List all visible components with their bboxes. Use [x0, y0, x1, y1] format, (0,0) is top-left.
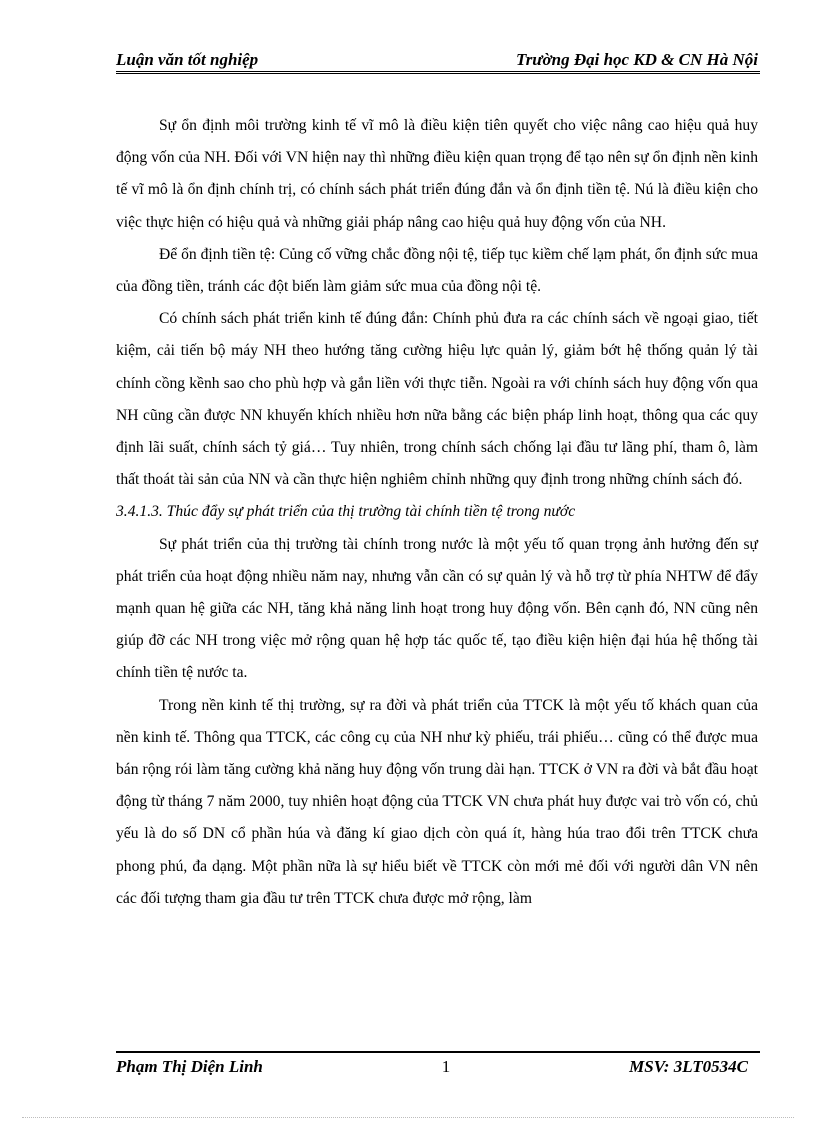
footer-divider	[116, 1051, 760, 1053]
paragraph-stock-market: Trong nền kinh tế thị trường, sự ra đời và phát triển của TTCK là một yếu tố khách quan của nền kinh tế. Thông qua TTCK, các công cụ của NH như kỳ phiếu, trái phiếu… cũng có thể được mua bán rộng rói làm tăng cường khả năng huy động vốn trung dài hạn. TTCK ở VN ra đời và bắt đầu hoạt động từ tháng 7 năm 2000, tuy nhiên hoạt động của TTCK VN chưa phát huy được vai trò vốn có, chủ yếu là do số DN cổ phần húa và đăng kí giao dịch còn quá ít, hàng húa trao đổi trên TTCK chưa phong phú, đa dạng. Một phần nữa là sự hiểu biết về TTCK còn mới mẻ đối với người dân VN nên các đối tượng tham gia đầu tư trên TTCK chưa được mở rộng, làm	[116, 696, 758, 907]
footer-author: Phạm Thị Diện Linh	[116, 1057, 263, 1076]
paragraph-economic-policy: Có chính sách phát triển kinh tế đúng đắn: Chính phủ đưa ra các chính sách về ngoại giao, tiết kiệm, cải tiến bộ máy NH theo hướng tăng cường hiệu lực quản lý, giảm bớt hệ thống quản lý tài chính cồng kềnh sao cho phù hợp và gắn liền với thực tiễn. Ngoài ra với chính sách huy động vốn qua NH cũng cần được NN khuyến khích nhiều hơn nữa bằng các biện pháp linh hoạt, thông qua các quy định lãi suất, chính sách tỷ giá… Tuy nhiên, trong chính sách chống lại đầu tư lãng phí, tham ô, làm thất thoát tài sản của NN và cần thực hiện nghiêm chỉnh những quy định trong những chính sách đó.	[116, 310, 758, 489]
paragraph-financial-market: Sự phát triển của thị trường tài chính trong nước là một yếu tố quan trọng ảnh hưởng đến sự phát triển của hoạt động nhiều năm nay, nhưng vẫn cần có sự quản lý và hỗ trợ từ phía NHTW để đẩy mạnh quan hệ giữa các NH, tăng khả năng linh hoạt trong huy động vốn. Bên cạnh đó, NN cũng nên giúp đỡ các NH trong việc mở rộng quan hệ hợp tác quốc tế, tạo điều kiện hiện đại húa hệ thống tài chính tiền tệ nước ta.	[116, 535, 758, 682]
paragraph-currency-stability: Để ổn định tiền tệ: Củng cố vững chắc đồng nội tệ, tiếp tục kiềm chế lạm phát, ổn định sức mua của đồng tiền, tránh các đột biến làm giảm sức mua của đồng nội tệ.	[116, 245, 758, 296]
footer-student-id: MSV: 3LT0534C	[629, 1057, 748, 1076]
page-footer	[116, 1057, 748, 1077]
header-university-label: Trường Đại học KD & CN Hà Nội	[515, 50, 758, 69]
header-thesis-label: Luận văn tốt nghiệp	[116, 50, 259, 69]
document-body	[116, 110, 758, 915]
paragraph-macro-stability: Sự ổn định môi trường kinh tế vĩ mô là điều kiện tiên quyết cho việc nâng cao hiệu quả huy động vốn của NH. Đối với VN hiện nay thì những điều kiện quan trọng để tạo nên sự ổn định nền kinh tế vĩ mô là ổn định chính trị, có chính sách phát triển đúng đắn và ổn định tiền tệ. Nú là điều kiện cho việc thực hiện có hiệu quả và những giải pháp nâng cao hiệu quả huy động vốn của NH.	[116, 117, 758, 231]
page-boundary	[22, 1117, 794, 1118]
page-header	[116, 44, 758, 70]
page-number: 1	[441, 1057, 451, 1076]
header-divider	[116, 71, 760, 74]
section-heading-3-4-1-3: 3.4.1.3. Thúc đẩy sự phát triển của thị trường tài chính tiền tệ trong nước	[116, 503, 576, 521]
